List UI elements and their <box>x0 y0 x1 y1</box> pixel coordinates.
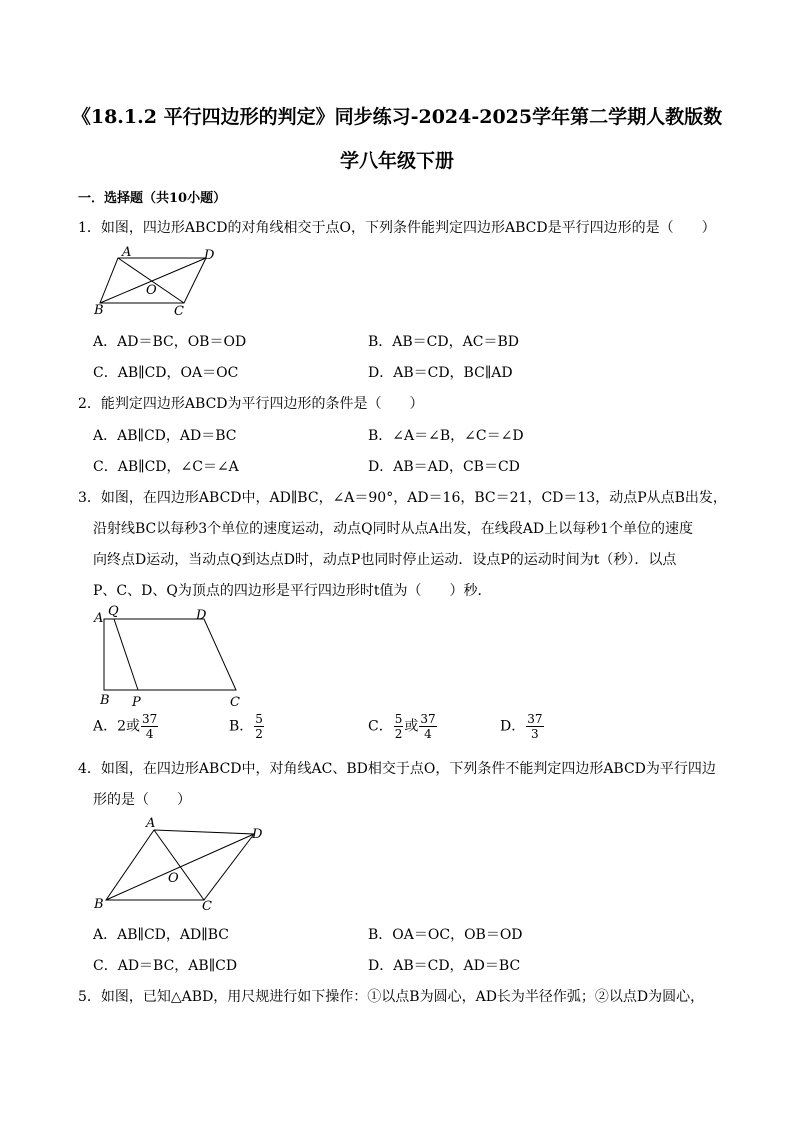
q3-label-d: D <box>196 608 207 623</box>
q3-option-c-numerator-1: 5 <box>394 712 403 726</box>
q4-option-c: C．AD＝BC，AB∥CD <box>93 958 238 974</box>
q2-option-b: B．∠A＝∠B，∠C＝∠D <box>368 428 524 444</box>
q2-stem: 2．能判定四边形ABCD为平行四边形的条件是（ ） <box>78 396 424 412</box>
q3-stem-line1: 3．如图，在四边形ABCD中，AD∥BC，∠A＝90°，AD＝16，BC＝21，CD＝13，动点P从点B出发， <box>78 490 727 506</box>
q1-label-d: D <box>204 248 215 263</box>
q4-label-o: O <box>168 871 179 886</box>
q3-option-d-fraction <box>526 712 543 741</box>
q1-label-o: O <box>146 283 157 298</box>
q4-label-d: D <box>252 827 263 842</box>
q3-label-c: C <box>230 695 240 710</box>
q3-option-c-prefix: C． <box>368 718 393 735</box>
q4-figure <box>88 812 268 914</box>
q3-option-d <box>500 712 545 741</box>
q3-label-p: P <box>132 695 141 710</box>
q3-option-b <box>229 712 265 741</box>
q3-option-b-fraction <box>254 712 264 741</box>
page-title-line2: 学八年级下册 <box>339 150 454 172</box>
q1-option-d: D．AB＝CD，BC∥AD <box>368 365 513 381</box>
q3-option-a-denominator: 4 <box>145 727 154 741</box>
q2-option-c: C．AB∥CD，∠C＝∠A <box>93 459 239 475</box>
q3-option-c-numerator-2: 37 <box>420 712 436 726</box>
q4-label-b: B <box>94 897 104 912</box>
q3-option-d-numerator: 37 <box>527 712 543 726</box>
q5-stem-line1: 5．如图，已知△ABD，用尺规进行如下操作：①以点B为圆心，AD长为半径作弧；②以点D为圆心， <box>78 989 705 1005</box>
q3-option-c-fraction-2 <box>419 712 436 741</box>
q1-figure <box>88 243 228 321</box>
q3-stem-line3: 向终点D运动，当动点Q到达点D时，动点P也同时停止运动．设点P的运动时间为t（秒）．以点 <box>93 552 677 568</box>
q2-option-d: D．AB＝AD，CB＝CD <box>368 459 520 475</box>
q4-label-a: A <box>146 816 156 831</box>
q3-option-d-denominator: 3 <box>531 727 539 741</box>
q3-stem-line2: 沿射线BC以每秒3个单位的速度运动，动点Q同时从点A出发，在线段AD上以每秒1个单位的速度 <box>93 521 693 537</box>
q2-option-a: A．AB∥CD，AD＝BC <box>93 428 237 444</box>
q3-option-c-denominator-2: 4 <box>424 727 432 741</box>
q3-option-a <box>93 712 159 741</box>
section-heading: 一．选择题（共10小题） <box>78 191 227 206</box>
q3-label-b: B <box>100 693 110 708</box>
q3-option-a-fraction <box>141 712 158 741</box>
q1-label-c: C <box>174 304 184 319</box>
q3-option-b-prefix: B． <box>229 718 254 735</box>
q3-figure <box>88 602 248 710</box>
q1-option-b: B．AB＝CD，AC＝BD <box>368 334 519 350</box>
q4-option-d: D．AB＝CD，AD＝BC <box>368 958 521 974</box>
q4-option-a: A．AB∥CD，AD∥BC <box>93 927 229 943</box>
q4-option-b: B．OA＝OC，OB＝OD <box>368 927 523 943</box>
page-title-line1: 《18.1.2 平行四边形的判定》同步练习-2024-2025学年第二学期人教版数 <box>71 106 723 128</box>
q1-label-b: B <box>94 303 104 318</box>
q1-label-a: A <box>122 245 132 260</box>
q3-option-a-prefix: A．2或 <box>93 718 141 735</box>
q4-label-c: C <box>202 899 212 914</box>
q3-option-c <box>368 712 438 741</box>
q3-label-q: Q <box>108 604 119 619</box>
q3-option-b-numerator: 5 <box>255 712 263 726</box>
q3-label-a: A <box>94 611 104 626</box>
q3-option-d-prefix: D． <box>500 718 526 735</box>
q4-stem-line2: 形的是（ ） <box>93 792 191 808</box>
q3-option-b-denominator: 2 <box>255 727 263 741</box>
q3-option-c-denominator-1: 2 <box>394 727 403 741</box>
q3-option-a-numerator: 37 <box>142 712 158 726</box>
q1-stem: 1．如图，四边形ABCD的对角线相交于点O，下列条件能判定四边形ABCD是平行四边形的是（ ） <box>78 220 716 236</box>
q1-option-a: A．AD＝BC，OB＝OD <box>93 334 247 350</box>
q3-option-c-or: 或 <box>404 718 419 735</box>
q3-stem-line4: P、C、D、Q为顶点的四边形是平行四边形时t值为（ ）秒． <box>93 583 492 599</box>
q3-option-c-fraction-1 <box>394 712 404 741</box>
q4-stem-line1: 4．如图，在四边形ABCD中，对角线AC、BD相交于点O，下列条件不能判定四边形ABCD为平行四边 <box>78 761 716 777</box>
q1-option-c: C．AB∥CD，OA＝OC <box>93 365 239 381</box>
